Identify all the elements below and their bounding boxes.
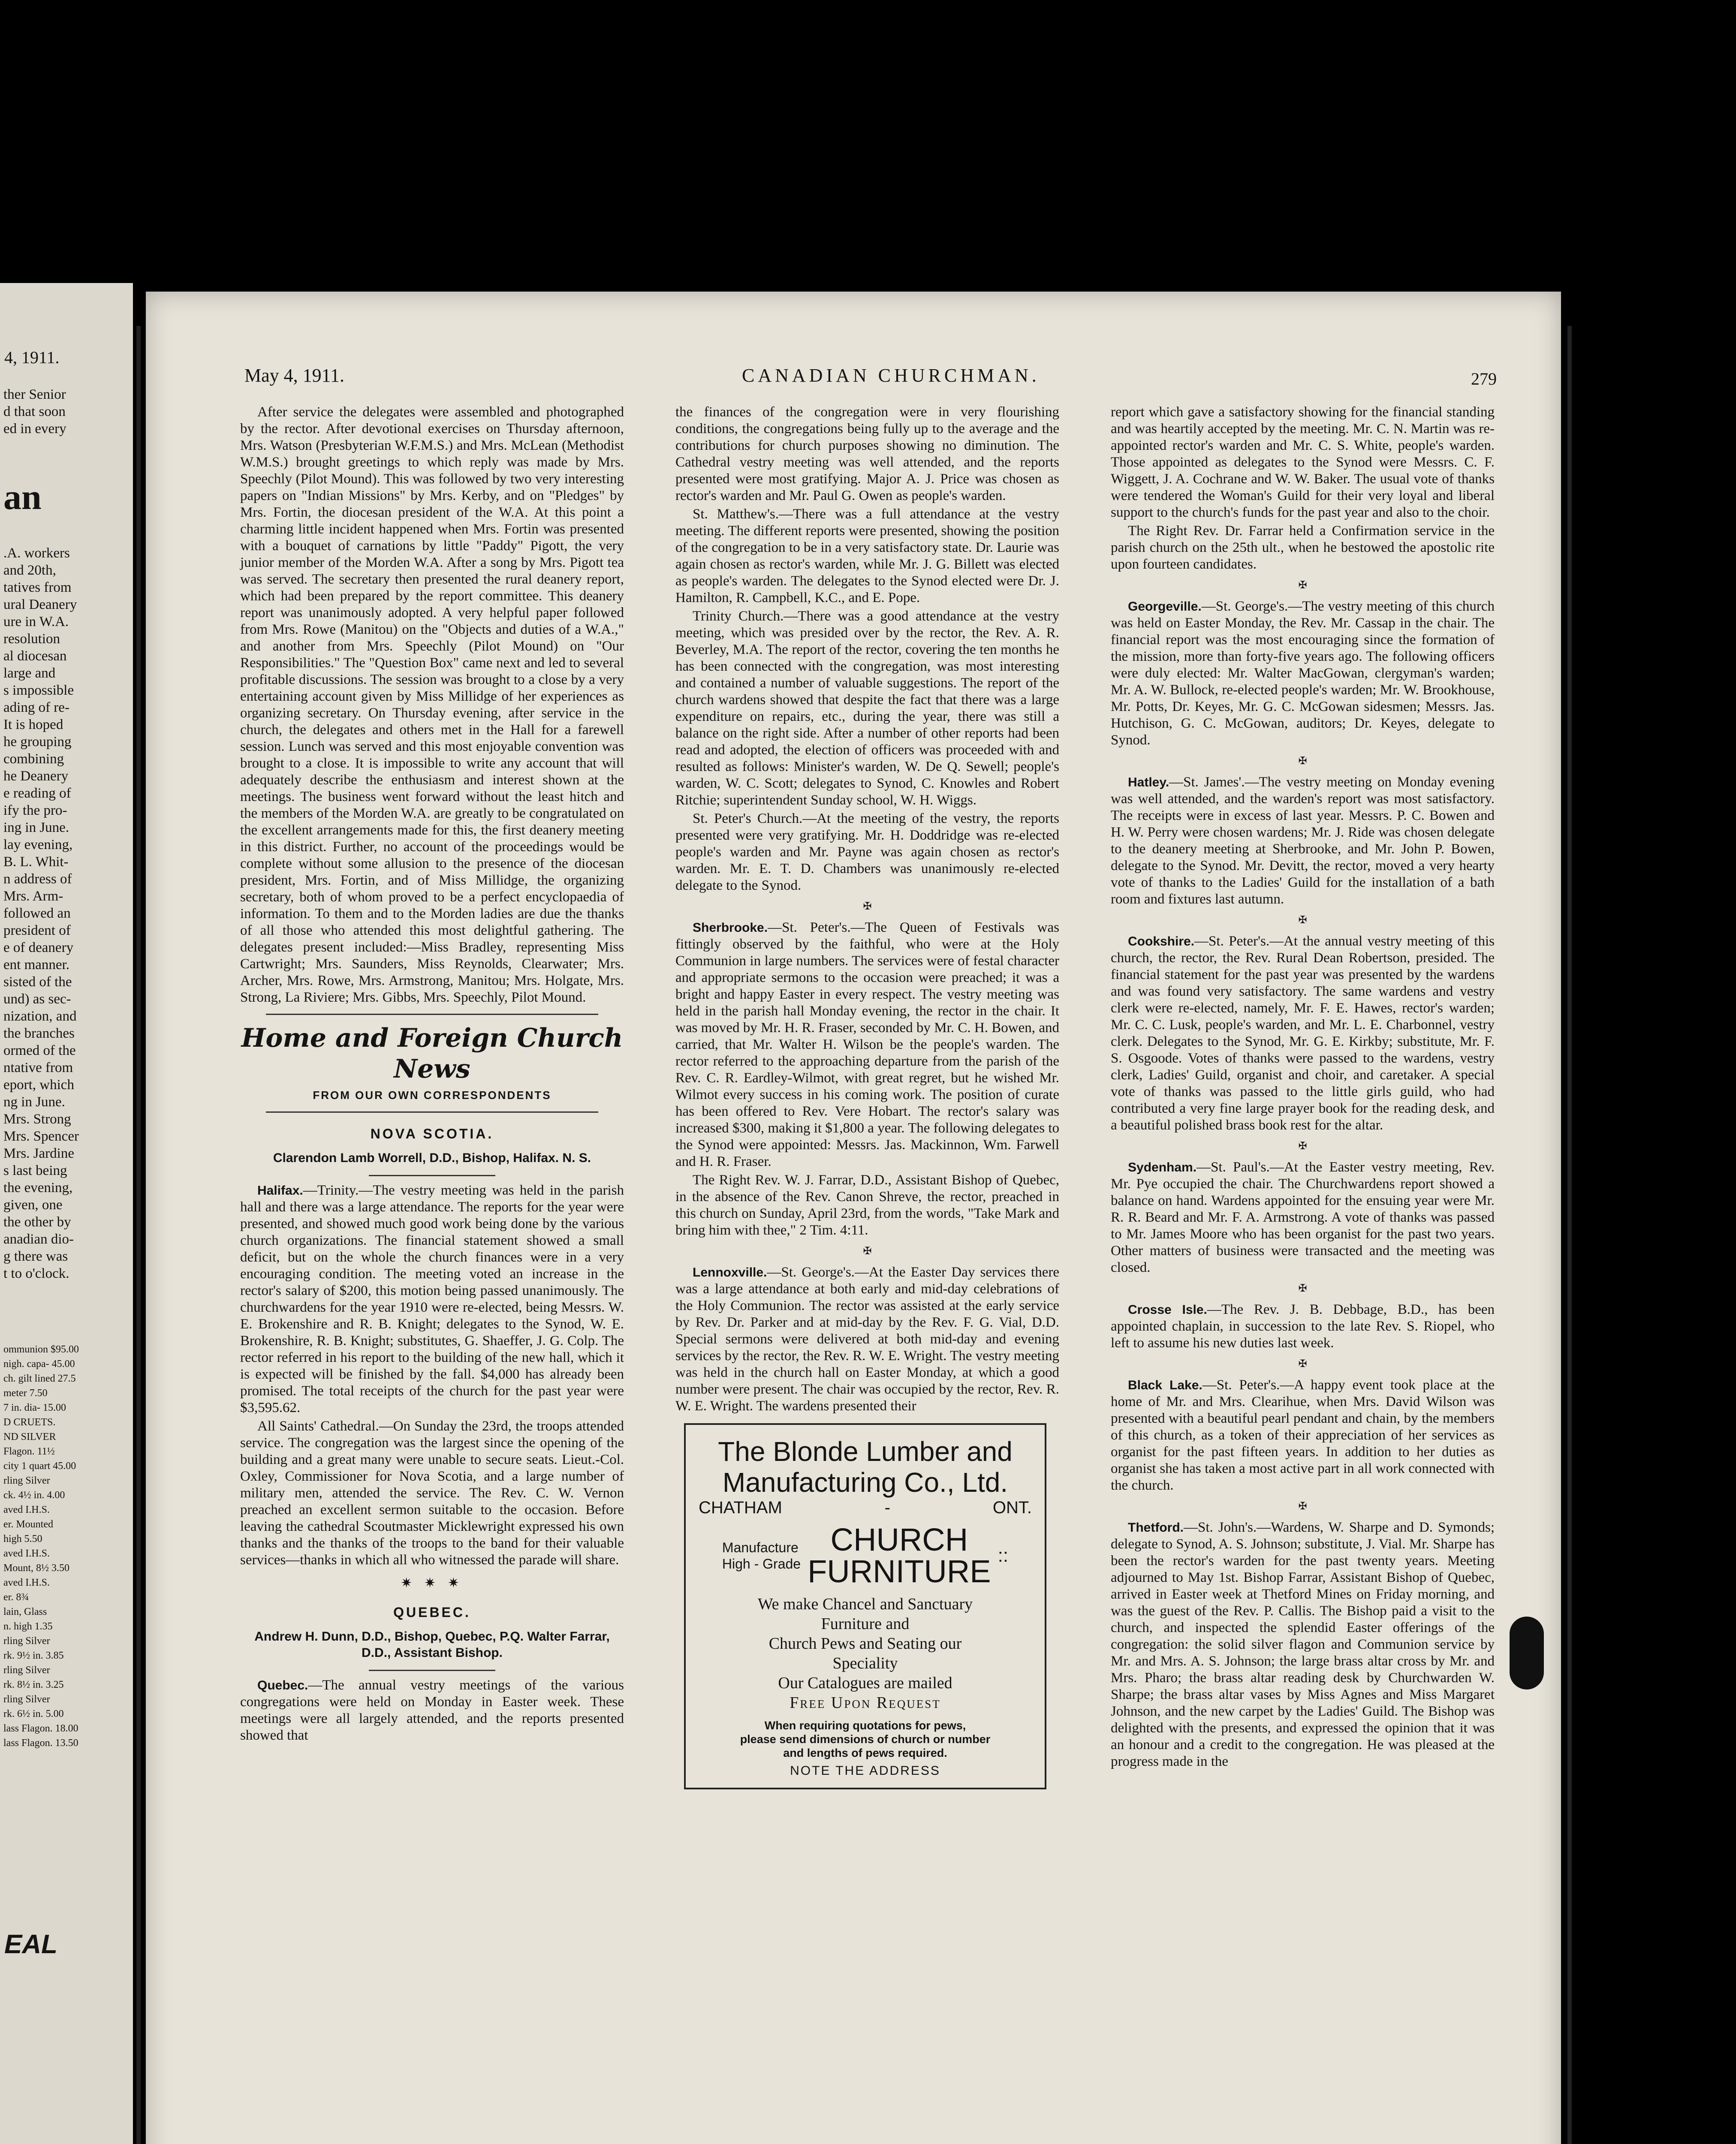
bishop-heading: Clarendon Lamb Worrell, D.D., Bishop, Halifax. N. S. — [273, 1151, 591, 1165]
left-list-line: rling Silver — [3, 1694, 50, 1705]
divider — [369, 1175, 495, 1176]
place-name: Quebec. — [257, 1678, 308, 1692]
left-page-fragment — [0, 283, 133, 2144]
left-list-line: rk. 6½ in. 5.00 — [3, 1708, 64, 1719]
article-paragraph — [1111, 1377, 1495, 1494]
paragraph-text: —St. George's.—At the Easter Day services there was a large attendance at both early and mid-day celebrations of the Holy Communion. The rector was assisted at the early service by Rev. Dr. Parker and at mid-day by the Rev. F. G. Vial, D.D. Special sermons were delivered at both mid-day and evening services by the rector, the Rev. R. W. E. Wright. The vestry meeting was held in the church hall on Easter Monday, at which a good number were present. The chair was occupied by the rector, Rev. R. W. E. Wright. The wardens presented their — [675, 1265, 1059, 1414]
ad-text: We make Chancel and Sanctuary — [757, 1595, 973, 1613]
left-list-line: aved I.H.S. — [3, 1548, 50, 1559]
divider — [369, 1670, 495, 1671]
ad-location — [699, 1500, 1032, 1516]
paragraph-text: —St. Peter's.—A happy event took place at the home of Mr. and Mrs. Clearihue, when Mrs. David Wilson was presented with a beautiful pearl pendant and chain, by the members of this church, as a token of their appreciation of her services as organist for the past fifteen years. In addition to her duties as organist she has taken a most active part in all work connected with the church. — [1111, 1377, 1495, 1493]
paragraph-text: —St. Peter's.—At the annual vestry meeting of this church, the rector, the Rev. Rural Dean Robertson, presided. The financial statement for the past year was presented by the wardens and was found very satisfactory. The same wardens and vestry clerk were re-elected, namely, Mr. F. E. Hawes, rector's warden; Mr. C. C. Lusk, people's warden, and Mr. L. E. Charbonnel, vestry clerk. Delegates to the Synod, Mr. G. E. Kirkby; substitute, Mr. F. S. Osgoode. Votes of thanks were passed to the wardens, vestry clerk, Ladies' Guild, organist and choir, and caretaker. A special vote of thanks was passed to the little girls guild, who had contributed a very fine large prayer book for the reading desk, and a beautiful polished brass book rest for the altar. — [1111, 933, 1495, 1133]
paragraph-ornament: ✠ — [863, 1246, 872, 1257]
article-paragraph — [240, 1677, 624, 1744]
left-line: e reading of — [3, 786, 71, 801]
ad-firm-name: The Blonde Lumber and Manufacturing Co., Ltd. — [718, 1436, 1013, 1498]
section-ornament: ✷ ✷ ✷ — [401, 1575, 464, 1590]
left-line: large and — [3, 665, 56, 681]
left-price-list — [3, 1342, 132, 1750]
left-line: B. L. Whit- — [3, 854, 69, 870]
place-name: Lennoxville. — [693, 1265, 767, 1280]
left-line: ing in June. — [3, 820, 69, 835]
left-line: Mrs. Spencer — [3, 1129, 79, 1144]
paragraph-ornament: ✠ — [1298, 1141, 1307, 1152]
left-line: Mrs. Strong — [3, 1111, 71, 1127]
left-line: the branches — [3, 1026, 75, 1041]
ad-product-name — [808, 1524, 991, 1587]
ad-text: and lengths of pews required. — [783, 1747, 947, 1759]
left-line: he grouping — [3, 734, 72, 750]
left-line: al diocesan — [3, 648, 67, 664]
paragraph-ornament: ✠ — [1298, 1283, 1307, 1294]
left-line: It is hoped — [3, 717, 63, 732]
place-name: Sherbrooke. — [693, 921, 768, 935]
article-paragraph: St. Peter's Church.—At the meeting of the vestry, the reports presented were very gratifying. Mr. H. Doddridge was re-elected people's warden and Mr. Payne was again chosen as rector's warden. Mr. E. T. D. Chambers was unanimously re-elected delegate to the Synod. — [675, 811, 1059, 893]
left-list-line: nigh. capa- 45.00 — [3, 1358, 75, 1370]
left-list-line: aved I.H.S. — [3, 1504, 50, 1515]
place-name: Halifax. — [257, 1183, 303, 1198]
ad-product-prefix — [722, 1539, 801, 1572]
section-heading: Home and Foreign Church News — [241, 1023, 623, 1084]
article-paragraph — [1111, 774, 1495, 908]
paragraph-ornament: ✠ — [863, 901, 872, 912]
newspaper-page — [146, 292, 1561, 2144]
province-heading: NOVA SCOTIA. — [370, 1126, 494, 1141]
left-line: he Deanery — [3, 768, 69, 784]
divider — [266, 1111, 598, 1113]
left-line: ther Senior — [3, 387, 66, 402]
bishop-heading: Andrew H. Dunn, D.D., Bishop, Quebec, P.Q. Walter Farrar, D.D., Assistant Bishop. — [254, 1629, 610, 1660]
left-list-line: aved I.H.S. — [3, 1577, 50, 1588]
place-name: Georgeville. — [1128, 599, 1202, 614]
left-line: anadian dio- — [3, 1232, 74, 1247]
left-line: tatives from — [3, 580, 72, 595]
article-paragraph: After service the delegates were assembled and photographed by the rector. After devotional exercises on Thursday afternoon, Mrs. Watson (Presbyterian W.F.M.S.) and Mrs. McLean (Methodist W.M.S.) brought greetings to which reply was made by Mrs. Speechly (Pilot Mound). This was followed by two very interesting papers on "Indian Missions" by Mrs. Kerby, and on "Pledges" by Mrs. Fortin, the diocesan president of the W.A. At this point a charming little incident happened when Mrs. Fortin was presented with a bouquet of carnations by little "Paddy" Pigott, the very junior member of the Morden W.A. After a song by Mrs. Pigott tea was served. The secretary then presented the rural deanery report, which had been prepared by the report committee. This deanery report was unanimously adopted. A very helpful paper followed from Mrs. Rowe (Manitou) on the "Objects and duties of a W.A.," and another from Mrs. Speechly (Pilot Mound) on "Our Responsibilities." The "Question Box" came next and led to several profitable discussions. The session was brought to a close by a very entertaining account given by Miss Millidge of her experiences as organizing secretary. On Thursday evening, after service in the church, the delegates and others met in the Hall for a farewell session. Lunch was served and this most enjoyable convention was brought to a close. It is impossible to write any account that will adequately describe the enthusiasm and interest shown at the meetings. The business went forward without the least hitch and the members of the Morden W.A. are greatly to be congratulated on the excellent arrangements made for this, the first deanery meeting in this district. Further, no account of the proceedings would be complete without some allusion to the presence of the diocesan president, Mrs. Fortin, and of Miss Millidge, the organizing secretary, both of whom proved to be a perfect encyclopaedia of information. To them and to the Morden ladies are due the thanks of all those who attended this most delightful gathering. The delegates present included:—Miss Bradley, representing Miss Cartwright; Mrs. Saunders, Miss Reynolds, Clearwater; Mrs. Archer, Mrs. Rowe, Mrs. Armstrong, Manitou; Mrs. Holgate, Mrs. Strong, La Riviere; Mrs. Gibbs, Mrs. Speechly, Pilot Mound. — [240, 404, 624, 1005]
ad-text: Speciality — [832, 1654, 898, 1672]
left-list-line: er. Mounted — [3, 1519, 53, 1530]
left-list-line: meter 7.50 — [3, 1388, 48, 1399]
column-1 — [240, 404, 624, 1746]
article-paragraph — [240, 1182, 624, 1416]
column-2 — [675, 404, 1059, 1789]
place-name: Sydenham. — [1128, 1160, 1197, 1174]
paragraph-ornament: ✠ — [1298, 1501, 1307, 1512]
left-line: followed an — [3, 906, 71, 921]
left-line: ng in June. — [3, 1094, 65, 1110]
left-line: and 20th, — [3, 563, 56, 578]
left-list-line: city 1 quart 45.00 — [3, 1460, 76, 1472]
left-line: ed in every — [3, 421, 66, 437]
left-line: resolution — [3, 631, 60, 647]
left-list-line: rk. 8½ in. 3.25 — [3, 1679, 64, 1690]
left-list-line: rling Silver — [3, 1475, 50, 1486]
paragraph-ornament: ✠ — [1298, 580, 1307, 591]
article-paragraph — [1111, 1301, 1495, 1352]
left-list-line: ND SILVER — [3, 1431, 56, 1442]
place-name: Cookshire. — [1128, 934, 1195, 949]
place-name: Hatley. — [1128, 775, 1169, 789]
left-line: sisted of the — [3, 974, 72, 990]
ad-text: High - Grade — [722, 1556, 801, 1572]
left-body-lines — [3, 545, 132, 1282]
left-line: the evening, — [3, 1180, 73, 1195]
left-line: d that soon — [3, 404, 66, 419]
left-line: s impossible — [3, 683, 74, 698]
left-line: ormed of the — [3, 1043, 76, 1058]
ad-address-note: NOTE THE ADDRESS — [790, 1764, 940, 1778]
left-list-line: ommunion $95.00 — [3, 1344, 79, 1355]
left-list-line: lain, Glass — [3, 1606, 47, 1617]
ad-text: Manufacture — [722, 1540, 799, 1555]
left-line: t to o'clock. — [3, 1266, 69, 1281]
binding-stripe — [136, 326, 141, 2144]
left-list-line: rling Silver — [3, 1665, 50, 1676]
article-paragraph: The Right Rev. W. J. Farrar, D.D., Assistant Bishop of Quebec, in the absence of the Rev. Canon Shreve, the rector, preached in this church on Sunday, April 23rd, from the words, "Take Mark and bring him with thee," 2 Tim. 4:11. — [675, 1172, 1059, 1238]
left-page-date: 4, 1911. — [4, 348, 60, 367]
page-header — [244, 364, 1497, 394]
left-line: .A. workers — [3, 545, 70, 561]
paragraph-text: —St. George's.—The vestry meeting of this church was held on Easter Monday, the Rev. Mr. Cassap in the chair. The financial report was the most encouraging since the formation of the mission, more than forty-five years ago. The following officers were duly elected: Mr. Walter MacGowan, clergyman's warden; Mr. A. W. Bullock, re-elected people's warden; Mr. W. Brookhouse, Mr. Potts, Dr. Keyes, Mr. G. C. McGowan sidesmen; Messrs. Jas. Hutchison, G. C. McGowan, auditors; Dr. Keyes, delegate to Synod. — [1111, 599, 1495, 748]
divider — [266, 1014, 598, 1015]
left-list-line: D CRUETS. — [3, 1417, 56, 1428]
ad-text: CHURCH — [830, 1522, 968, 1557]
left-list-line: n. high 1.35 — [3, 1621, 53, 1632]
article-paragraph: All Saints' Cathedral.—On Sunday the 23rd, the troops attended service. The congregation was the largest since the opening of the building and a great many were unable to secure seats. Lieut.-Col. Oxley, Commissioner for Nova Scotia, and a large number of military men, attended the service. The Rev. C. W. Vernon preached an excellent sermon suitable to the occasion. Before leaving the cathedral Scoutmaster Micklewright expressed his own thanks and the thanks of the troops to the band for their valuable services—thanks in which all who witnessed the parade will share. — [240, 1418, 624, 1568]
paragraph-text: —St. James'.—The vestry meeting on Monday evening was well attended, and the warden's report was most satisfactory. The receipts were in excess of last year. Messrs. P. C. Bowen and H. W. Perry were chosen wardens; Mr. J. Ride was chosen delegate to the deanery meeting at Sherbrooke, and Mr. John P. Bowen, delegate to the Synod. Mr. Devitt, the rector, moved a very hearty vote of thanks to the Ladies' Guild for the installation of a bath room and fixtures last autumn. — [1111, 774, 1495, 907]
article-paragraph: report which gave a satisfactory showing for the financial standing and was heartily accepted by the meeting. Mr. C. N. Martin was re-appointed rector's warden and Mr. C. S. White, people's warden. Those appointed as delegates to the Synod were Messrs. C. F. Wiggett, J. A. Cochrane and W. W. Baker. The usual vote of thanks were tendered the Woman's Guild for their very loyal and liberal support to the church's funds for the past year and also to the choir. — [1111, 404, 1495, 520]
article-paragraph — [1111, 1519, 1495, 1770]
ad-product-row — [699, 1524, 1032, 1587]
left-line: ural Deanery — [3, 597, 77, 612]
left-line: und) as sec- — [3, 991, 71, 1007]
ad-text: Our Catalogues are mailed — [778, 1674, 952, 1692]
left-line: ure in W.A. — [3, 614, 69, 629]
article-paragraph — [675, 1264, 1059, 1415]
place-name: Thetford. — [1128, 1521, 1184, 1535]
column-3 — [1111, 404, 1495, 1772]
paragraph-text: —The Rev. J. B. Debbage, B.D., has been appointed chaplain, in succession to the late Rev. S. Riopel, who left to assume his new duties last week. — [1111, 1302, 1495, 1351]
left-page-heading: an — [3, 477, 42, 517]
article-paragraph: The Right Rev. Dr. Farrar held a Confirmation service in the parish church on the 25th ult., when he bestowed the apostolic rite upon fourteen candidates. — [1111, 523, 1495, 572]
left-list-line: lass Flagon. 18.00 — [3, 1723, 78, 1734]
article-paragraph — [675, 919, 1059, 1170]
left-line: Mrs. Jardine — [3, 1146, 74, 1161]
left-line: ent manner. — [3, 957, 69, 973]
left-list-line: rling Silver — [3, 1635, 50, 1647]
ad-text: Free Upon Request — [790, 1694, 941, 1712]
left-list-line: ch. gilt lined 27.5 — [3, 1373, 76, 1384]
paragraph-text: —St. Paul's.—At the Easter vestry meeting, Rev. Mr. Pye occupied the chair. The Churchwardens report showed a balance on hand. Wardens appointed for the ensuing year were Mr. R. R. Beard and Mr. F. A. Armstrong. A vote of thanks was passed to Mr. James Moore who has been organist for the past two years. Other matters of business were transacted and the meeting was closed. — [1111, 1159, 1495, 1275]
article-paragraph: the finances of the congregation were in very flourishing conditions, the congregations being fully up to the average and the contributions for church purposes showing no diminution. The Cathedral vestry meeting was well attended, and the reports presented were most gratifying. Major A. J. Price was chosen as rector's warden and Mr. Paul G. Owen as people's warden. — [675, 404, 1059, 503]
left-list-line: 7 in. dia- 15.00 — [3, 1402, 66, 1413]
section-subheading: FROM OUR OWN CORRESPONDENTS — [313, 1089, 552, 1102]
ad-text: Church Pews and Seating our — [769, 1635, 962, 1653]
left-line: nization, and — [3, 1009, 77, 1024]
left-list-line: Flagon. 11½ — [3, 1446, 55, 1457]
left-list-line: high 5.50 — [3, 1533, 42, 1545]
article-paragraph — [1111, 1159, 1495, 1276]
ad-dash: - — [884, 1498, 890, 1517]
left-list-line: rk. 9½ in. 3.85 — [3, 1650, 64, 1661]
article-paragraph: Trinity Church.—There was a good attendance at the vestry meeting, which was presided over by the rector, the Rev. A. R. Beverley, M.A. The report of the rector, covering the ten months he has been connected with the congregation, was most interesting and contained a number of valuable suggestions. The report of the church wardens showed that despite the fact that there was a large expenditure on repairs, etc., during the year, there was still a balance on the right side. After a number of other reports had been read and adopted, the election of officers was proceeded with and resulted as follows: Minister's warden, W. De Q. Sewell; people's warden, W. C. Scott; delegates to Synod, C. Knowles and Robert Ritchie; superintendent Sunday school, W. H. Wiggs. — [675, 608, 1059, 808]
ad-text: FURNITURE — [808, 1554, 991, 1589]
left-line: the other by — [3, 1214, 71, 1230]
ad-text: Furniture and — [821, 1615, 910, 1633]
page-number: 279 — [1471, 369, 1497, 388]
left-line: s last being — [3, 1163, 67, 1178]
place-name: Crosse Isle. — [1128, 1303, 1207, 1317]
ad-colons: :: — [998, 1545, 1009, 1566]
left-line: n address of — [3, 871, 72, 887]
header-title: CANADIAN CHURCHMAN. — [742, 365, 1040, 386]
binding-stripe — [1567, 326, 1572, 2144]
paragraph-text: —St. John's.—Wardens, W. Sharpe and D. Symonds; delegate to Synod, A. S. Johnson; substitute, J. Vial. Mr. Sharpe has been the rector's warden for the past twenty years. Meeting adjourned to May 1st. Bishop Farrar, Assistant Bishop of Quebec, arrived in Easter week at Thetford Mines on Friday morning, and was the guest of the Rev. P. Callis. The Bishop paid a visit to the church, and inspected the splendid Easter offerings of the congregation: the solid silver flagon and Communion service by Mr. and Mrs. A. S. Johnson; the large brass altar cross by Mr. and Mrs. Pharo; the brass altar reading desk by Churchwarden W. Sharpe; the brass altar vases by Miss Agnes and Miss Margaret Johnson, and the new carpet by the Ladies' Guild. The Bishop was delighted with the presents, and expressed the opinion that it was an honour and a credit to the congregation. He was pleased at the progress made in the — [1111, 1520, 1495, 1769]
paragraph-ornament: ✠ — [1298, 1358, 1307, 1370]
paragraph-text: —The annual vestry meetings of the various congregations were held on Monday in Easter week. These meetings were all largely attended, and the reports presented showed that — [240, 1677, 624, 1743]
left-line: president of — [3, 923, 71, 938]
article-paragraph — [1111, 933, 1495, 1134]
ad-body — [699, 1594, 1032, 1713]
left-line: g there was — [3, 1249, 68, 1264]
left-line: e of deanery — [3, 940, 74, 955]
advertisement-box — [684, 1423, 1046, 1789]
ad-quotation-note — [699, 1719, 1032, 1760]
left-line: ntative from — [3, 1060, 73, 1075]
paragraph-text: —Trinity.—The vestry meeting was held in the parish hall and there was a large attendance. The reports for the year were presented, and showed much good work being done by the various church organizations. The financial statement showed a small deficit, but on the whole the church finances were in a very encouraging condition. The meeting voted an increase in the rector's salary of $200, this motion being passed unanimously. The churchwardens for the year 1910 were re-elected, being Messrs. W. E. Brokenshire and R. B. Knight; delegates to the Synod, W. E. Brokenshire, R. B. Knight; substitutes, G. Shaeffer, J. G. Colp. The rector referred in his report to the building of the new hall, which it is expected will be finished by the fall. $4,000 has already been promised. The total receipts of the church for the past year were $3,595.62. — [240, 1183, 624, 1415]
left-line: lay evening, — [3, 837, 73, 852]
header-date: May 4, 1911. — [244, 365, 345, 386]
paragraph-text: —St. Peter's.—The Queen of Festivals was fittingly observed by the faithful, who were at the Holy Communion in large numbers. The services were of festal character and appropriate sermons to the occasion were preached; it was a bright and happy Easter in every respect. The vestry meeting was held in the parish hall Monday evening, the rector in the chair. It was moved by Mr. H. R. Fraser, seconded by Mr. C. H. Bowen, and carried, that Mr. Walter H. Wilson be the people's warden. The rector referred to the approaching departure from the parish of the Rev. C. R. Eardley-Wilmot, with great regret, but he wished Mr. Wilmot every success in his coming work. The position of curate has been offered to Rev. Vere Hobart. The rector's salary was increased $300, making it $1,800 a year. The following delegates to the Synod were appointed: Messrs. Jas. Mackinnon, Wm. Farwell and H. R. Fraser. — [675, 920, 1059, 1169]
province-heading: QUEBEC. — [393, 1605, 471, 1620]
left-list-line: Mount, 8½ 3.50 — [3, 1563, 70, 1574]
left-page-text — [3, 386, 132, 1750]
ad-text: When requiring quotations for pews, — [764, 1719, 966, 1732]
left-line: eport, which — [3, 1077, 74, 1093]
paragraph-ornament: ✠ — [1298, 915, 1307, 926]
left-list-line: ck. 4½ in. 4.00 — [3, 1490, 65, 1501]
left-line: combining — [3, 751, 64, 767]
left-line: Mrs. Arm- — [3, 888, 63, 904]
paragraph-ornament: ✠ — [1298, 756, 1307, 767]
ad-city: CHATHAM — [699, 1498, 782, 1517]
left-line: ify the pro- — [3, 803, 67, 818]
ad-text: please send dimensions of church or number — [740, 1733, 991, 1746]
article-paragraph: St. Matthew's.—There was a full attendance at the vestry meeting. The different reports were presented, showing the position of the congregation to be in a very satisfactory state. Dr. Laurie was again chosen as rector's warden, while Mr. J. G. Billett was elected as people's warden. The delegates to the Synod elected were Dr. J. Hamilton, R. Campbell, K.C., and E. Pope. — [675, 506, 1059, 605]
ad-province: ONT. — [992, 1498, 1032, 1517]
left-page-footer: EAL — [4, 1930, 57, 1959]
binding-clip — [1510, 1617, 1544, 1689]
article-paragraph — [1111, 598, 1495, 749]
left-line: ading of re- — [3, 700, 69, 715]
left-list-line: er. 8¾ — [3, 1592, 29, 1603]
left-line: given, one — [3, 1197, 63, 1213]
place-name: Black Lake. — [1128, 1378, 1203, 1392]
left-list-line: lass Flagon. 13.50 — [3, 1737, 78, 1749]
